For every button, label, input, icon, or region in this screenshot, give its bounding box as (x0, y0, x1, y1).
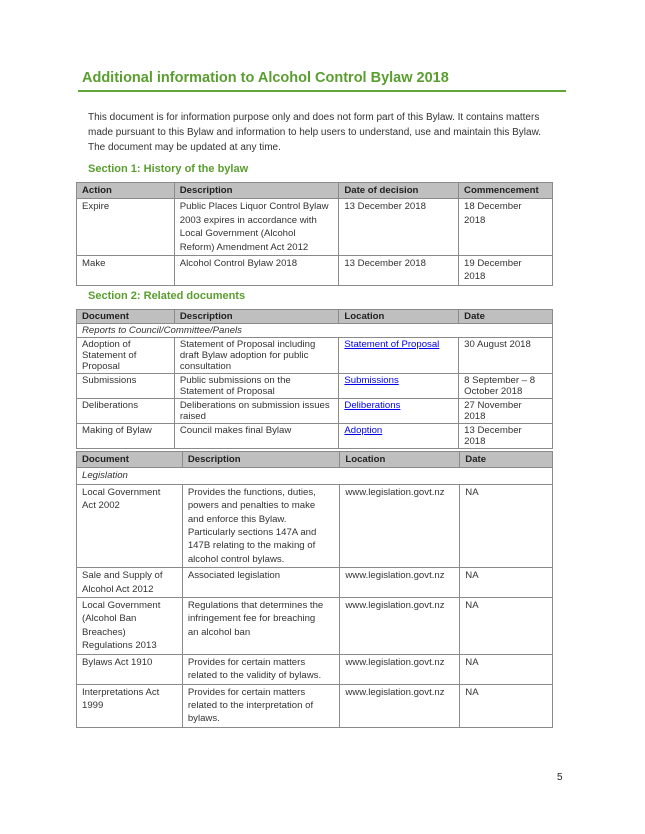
table-row (77, 199, 553, 256)
cell-line: Interpretations Act (82, 686, 160, 698)
cell-line: 2018 (464, 436, 486, 447)
cell-line: consultation (179, 361, 232, 372)
document-cell (77, 684, 183, 727)
document-cell (77, 568, 183, 598)
cell-line: Alcohol Act 2012 (82, 583, 154, 595)
cell-line: 2003 expires in accordance with (179, 214, 317, 226)
document-cell (77, 338, 175, 374)
column-header-commencement: Commencement (459, 183, 553, 199)
column-header-description: Description (174, 310, 339, 324)
location-cell (339, 338, 459, 374)
cell-line: Public submissions on the (179, 375, 291, 386)
description-cell (174, 424, 339, 449)
cell-line: 13 December (464, 425, 522, 436)
description-cell (182, 568, 340, 598)
description-cell (182, 484, 340, 567)
cell-line: 30 August 2018 (464, 339, 531, 350)
cell-line: 147B relating to the making of (187, 540, 316, 552)
description-cell (174, 399, 339, 424)
description-cell (182, 654, 340, 684)
table-row (77, 424, 553, 449)
commencement-cell (459, 199, 553, 256)
action-cell: Expire (77, 199, 175, 256)
cell-line: related to the interpretation of (187, 699, 314, 711)
table-header-row (77, 452, 553, 468)
title-divider (78, 90, 566, 92)
cell-line: Regulations 2013 (82, 640, 157, 652)
cell-line: alcohol control bylaws. (187, 553, 285, 565)
cell-line: raised (179, 411, 206, 422)
submissions-link[interactable]: Submissions (344, 375, 399, 386)
description-cell (174, 374, 339, 399)
cell-line: bylaws. (187, 713, 220, 725)
date-cell: NA (460, 684, 553, 727)
document-cell (77, 374, 175, 399)
table-row (77, 374, 553, 399)
cell-line: Particularly sections 147A and (187, 527, 317, 539)
table-row (77, 256, 553, 286)
cell-line: 19 December (464, 258, 522, 270)
column-header-document: Document (77, 310, 175, 324)
location-cell (339, 399, 459, 424)
date-cell (459, 374, 553, 399)
cell-line: Act 2002 (82, 500, 120, 512)
cell-line: Local Government (82, 486, 161, 498)
cell-line: Council makes final Bylaw (179, 425, 292, 436)
cell-line: (Alcohol Ban (82, 613, 137, 625)
date-cell (459, 338, 553, 374)
table-header-row (77, 183, 553, 199)
table-row (77, 654, 553, 684)
history-table (76, 182, 553, 286)
description-cell (174, 199, 339, 256)
location-cell (339, 424, 459, 449)
table-subheading-row (77, 468, 553, 484)
cell-line: Provides the functions, duties, (187, 486, 316, 498)
location-cell: www.legislation.govt.nz (340, 654, 460, 684)
description-cell (182, 598, 340, 655)
cell-line: Provides for certain matters (187, 686, 306, 698)
cell-line: Local Government (82, 600, 161, 612)
column-header-location: Location (340, 452, 460, 468)
cell-line: powers and penalties to make (187, 500, 316, 512)
description-cell (174, 338, 339, 374)
document-cell (77, 484, 183, 567)
location-cell (339, 374, 459, 399)
cell-line: Associated legislation (187, 570, 281, 582)
document-cell (77, 399, 175, 424)
cell-line: Local Government (Alcohol (179, 228, 296, 240)
table-header-row (77, 310, 553, 324)
location-cell: www.legislation.govt.nz (340, 684, 460, 727)
cell-line: infringement fee for breaching (187, 613, 316, 625)
cell-line: related to the validity of bylaws. (187, 670, 322, 682)
date-cell (459, 424, 553, 449)
adoption-link[interactable]: Adoption (344, 425, 383, 436)
commencement-cell (459, 256, 553, 286)
decision-date-cell: 13 December 2018 (339, 256, 459, 286)
legislation-table (76, 451, 553, 728)
cell-line: Alcohol Control Bylaw 2018 (179, 258, 298, 270)
cell-line: Statement of Proposal including (179, 339, 316, 350)
date-cell: NA (460, 598, 553, 655)
cell-line: Deliberations on submission issues (179, 400, 330, 411)
cell-line: and enforce this Bylaw. (187, 513, 287, 525)
cell-line: Breaches) (82, 626, 126, 638)
table-row (77, 598, 553, 655)
cell-line: Public Places Liquor Control Bylaw (179, 201, 329, 213)
date-cell: NA (460, 568, 553, 598)
cell-line: an alcohol ban (187, 626, 251, 638)
intro-line: The document may be updated at any time. (88, 142, 281, 153)
location-cell: www.legislation.govt.nz (340, 484, 460, 567)
cell-line: draft Bylaw adoption for public (179, 350, 309, 361)
cell-line: Proposal (82, 361, 120, 372)
column-header-date-of-decision: Date of decision (339, 183, 459, 199)
description-cell (174, 256, 339, 286)
section-1-heading: Section 1: History of the bylaw (88, 163, 249, 175)
description-cell (182, 684, 340, 727)
cell-line: 2018 (464, 271, 486, 283)
intro-paragraph (88, 110, 558, 155)
column-header-description: Description (182, 452, 340, 468)
cell-line: 27 November (464, 400, 522, 411)
cell-line: Statement of Proposal (179, 386, 275, 397)
intro-line: This document is for information purpose only and does not form part of this Bylaw. It contains matters (88, 112, 540, 123)
table-subheading: Reports to Council/Committee/Panels (77, 324, 553, 338)
cell-line: Provides for certain matters (187, 656, 306, 668)
date-cell (459, 399, 553, 424)
table-row (77, 484, 553, 567)
cell-line: October 2018 (464, 386, 523, 397)
column-header-description: Description (174, 183, 339, 199)
cell-line: 8 September – 8 (464, 375, 536, 386)
location-cell: www.legislation.govt.nz (340, 598, 460, 655)
location-cell: www.legislation.govt.nz (340, 568, 460, 598)
statement-of-proposal-link[interactable]: Statement of Proposal (344, 339, 440, 350)
cell-line: Statement of (82, 350, 137, 361)
column-header-date: Date (459, 310, 553, 324)
cell-line: 2018 (464, 411, 486, 422)
table-row (77, 399, 553, 424)
cell-line: 18 December (464, 201, 522, 213)
table-row (77, 338, 553, 374)
cell-line: 1999 (82, 699, 104, 711)
page-number: 5 (557, 772, 563, 783)
intro-line: made pursuant to this Bylaw and information to help users to understand, use and maintain this Bylaw. (88, 127, 542, 138)
column-header-date: Date (460, 452, 553, 468)
cell-line: Adoption of (82, 339, 131, 350)
section-2-heading: Section 2: Related documents (88, 290, 246, 302)
cell-line: Regulations that determines the (187, 600, 324, 612)
date-cell: NA (460, 654, 553, 684)
table-row (77, 568, 553, 598)
column-header-document: Document (77, 452, 183, 468)
related-documents-table (76, 309, 553, 449)
document-cell (77, 424, 175, 449)
cell-line: 2018 (464, 214, 486, 226)
action-cell: Make (77, 256, 175, 286)
cell-line: Deliberations (82, 400, 138, 411)
cell-line: Bylaws Act 1910 (82, 656, 153, 668)
cell-line: Submissions (82, 375, 137, 386)
table-row (77, 684, 553, 727)
deliberations-link[interactable]: Deliberations (344, 400, 401, 411)
cell-line: Sale and Supply of (82, 570, 163, 582)
table-subheading: Legislation (77, 468, 553, 484)
page-title: Additional information to Alcohol Control Bylaw 2018 (82, 70, 449, 86)
decision-date-cell: 13 December 2018 (339, 199, 459, 256)
cell-line: Making of Bylaw (82, 425, 152, 436)
column-header-action: Action (77, 183, 175, 199)
date-cell: NA (460, 484, 553, 567)
document-cell (77, 654, 183, 684)
document-cell (77, 598, 183, 655)
column-header-location: Location (339, 310, 459, 324)
table-subheading-row (77, 324, 553, 338)
cell-line: Reform) Amendment Act 2012 (179, 241, 309, 253)
